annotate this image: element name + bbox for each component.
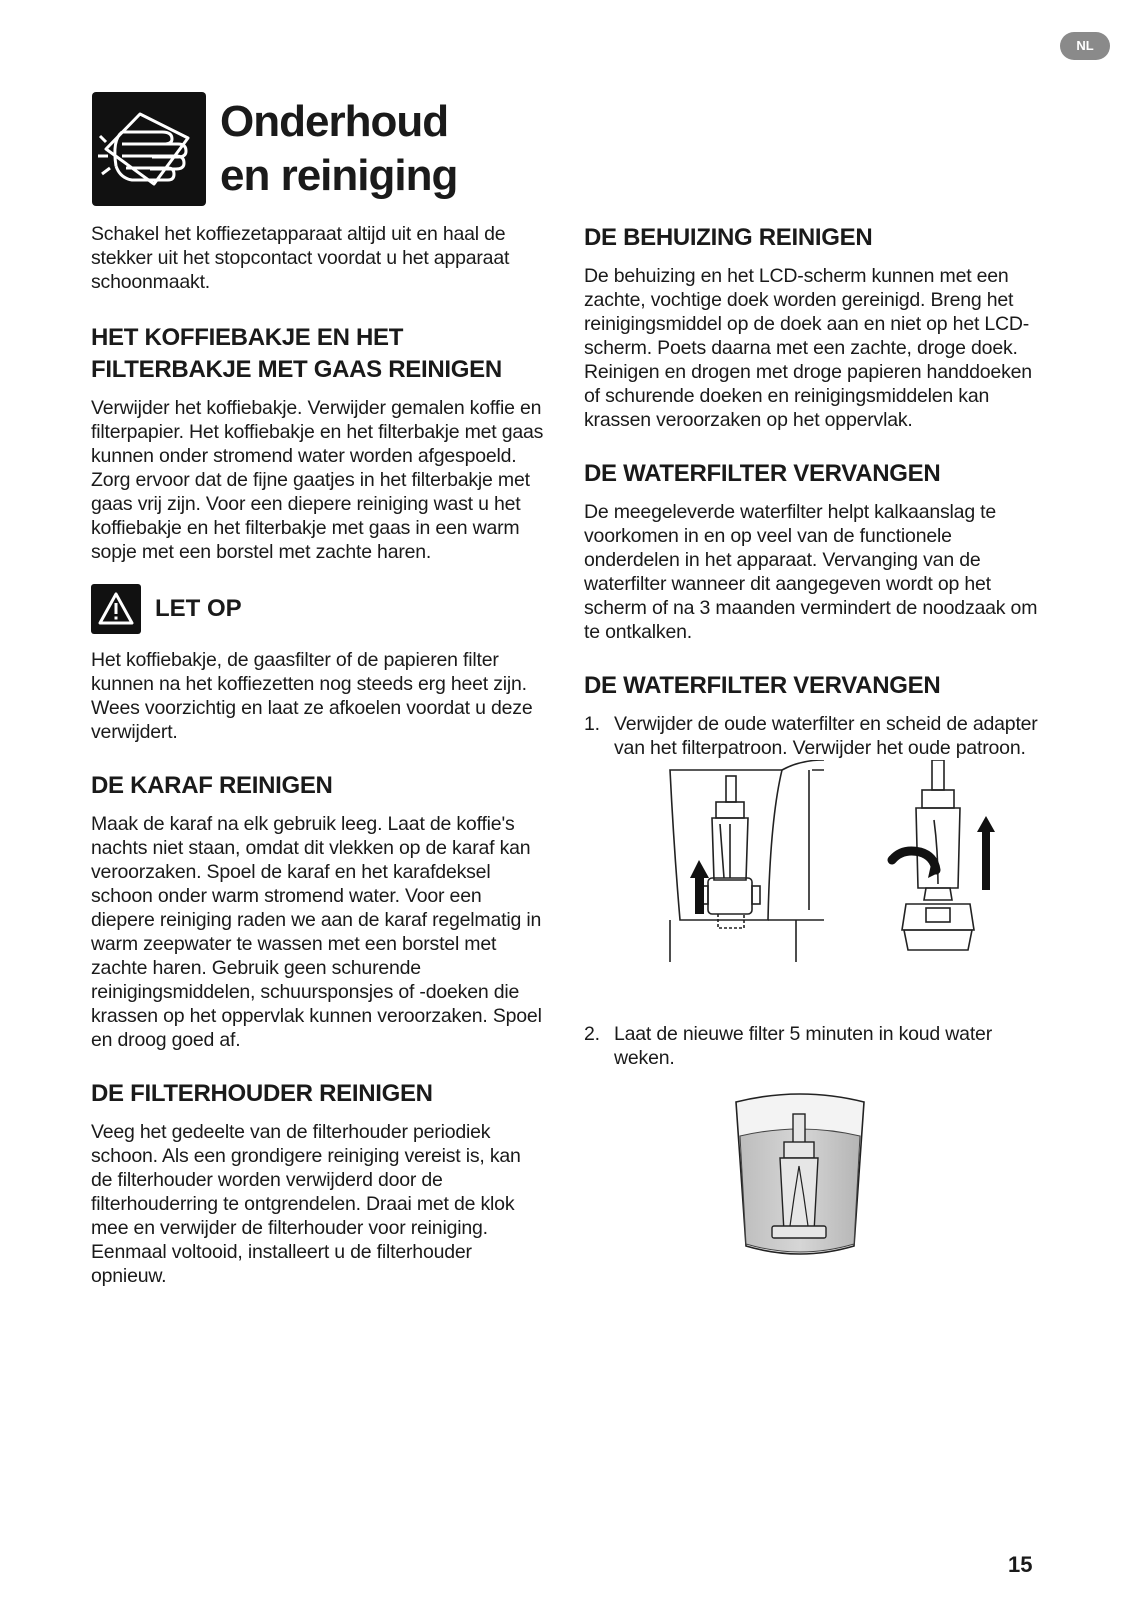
filter-soaking-illustration bbox=[584, 1086, 1039, 1276]
filter-removal-illustration bbox=[584, 760, 1039, 1000]
list-item bbox=[584, 712, 1039, 760]
section-heading-waterfilter-steps: DE WATERFILTER VERVANGEN bbox=[584, 672, 941, 699]
section-body-waterfilter: De meegeleverde waterfilter helpt kalkaanslag te voorkomen in en op veel van de functionele onderdelen in het apparaat. Vervanging van de waterfilter wanneer dit aangegeven wordt op het scherm of na 3 maanden vermindert de noodzaak om te ontkalken. bbox=[584, 501, 1038, 643]
page-title-line-2: en reiniging bbox=[220, 151, 458, 200]
list-item bbox=[584, 1022, 1039, 1070]
step-number: 1. bbox=[584, 713, 600, 735]
page-title bbox=[220, 95, 457, 203]
heading-line-2: FILTERBAKJE MET GAAS REINIGEN bbox=[91, 356, 502, 383]
section-heading-filterhouder: DE FILTERHOUDER REINIGEN bbox=[91, 1080, 433, 1107]
intro-text: Schakel het koffiezetapparaat altijd uit en haal de stekker uit het stopcontact voordat u het apparaat schoonmaakt. bbox=[91, 223, 510, 293]
section-body-koffiebakje: Verwijder het koffiebakje. Verwijder gemalen koffie en filterpapier. Het koffiebakje en het filterbakje met gaas kunnen onder stromend water worden afgespoeld. Zorg ervoor dat de fijne gaatjes in het filterbakje met gaas vrij zijn. Voor een diepere reiniging wast u het koffiebakje en het filterbakje met gaas in een warm sopje met een borstel met zachte haren. bbox=[91, 397, 544, 563]
warning-icon bbox=[91, 584, 141, 634]
section-heading-behuizing: DE BEHUIZING REINIGEN bbox=[584, 224, 873, 251]
right-column bbox=[584, 222, 1039, 1276]
section-heading-waterfilter: DE WATERFILTER VERVANGEN bbox=[584, 460, 941, 487]
warning-title: LET OP bbox=[155, 595, 242, 622]
hand-wipe-icon bbox=[92, 92, 206, 206]
warning-text: Het koffiebakje, de gaasfilter of de papieren filter kunnen na het koffiezetten nog steeds erg heet zijn. Wees voorzichtig en laat ze afkoelen voordat u deze verwijdert. bbox=[91, 649, 533, 743]
steps-list bbox=[584, 712, 1039, 760]
section-heading-karaf: DE KARAF REINIGEN bbox=[91, 772, 333, 799]
section-heading-koffiebakje bbox=[91, 322, 546, 386]
section-body-filterhouder: Veeg het gedeelte van de filterhouder periodiek schoon. Als een grondigere reiniging vereist is, kan de filterhouder worden verwijderd door de filterhouderring te ontgrendelen. Draai met de klok mee en verwijder de filterhouder voor reiniging. Eenmaal voltooid, installeert u de filterhouder opnieuw. bbox=[91, 1121, 521, 1287]
section-body-behuizing: De behuizing en het LCD-scherm kunnen met een zachte, vochtige doek worden gereinigd. Breng het reinigingsmiddel op de doek aan en niet op het LCD-scherm. Poets daarna met een zachte, droge doek. Reinigen en drogen met droge papieren handdoeken of schurende doeken en reinigingsmiddelen kan krassen veroorzaken op het oppervlak. bbox=[584, 265, 1032, 431]
step-number: 2. bbox=[584, 1023, 600, 1045]
steps-list-2 bbox=[584, 1022, 1039, 1070]
warning-header bbox=[91, 584, 546, 634]
section-body-karaf: Maak de karaf na elk gebruik leeg. Laat de koffie's nachts niet staan, omdat dit vlekken op de karaf kan veroorzaken. Spoel de karaf en het karafdeksel schoon onder warm stromend water. Voor een diepere reiniging raden we aan de karaf regelmatig in warm zeepwater te wassen met een borstel met zachte haren. Gebruik geen schurende reinigingsmiddelen, schuursponsjes of -doeken die krassen op het oppervlak kunnen veroorzaken. Spoel en droog goed af. bbox=[91, 813, 542, 1051]
step-text: Verwijder de oude waterfilter en scheid de adapter van het filterpatroon. Verwijder het oude patroon. bbox=[614, 713, 1038, 759]
step-text: Laat de nieuwe filter 5 minuten in koud water weken. bbox=[614, 1023, 992, 1069]
heading-line-1: HET KOFFIEBAKJE EN HET bbox=[91, 324, 404, 351]
left-column bbox=[91, 222, 546, 1288]
page-number: 15 bbox=[1008, 1552, 1033, 1577]
page-title-line-1: Onderhoud bbox=[220, 97, 449, 146]
language-badge: NL bbox=[1060, 32, 1110, 60]
